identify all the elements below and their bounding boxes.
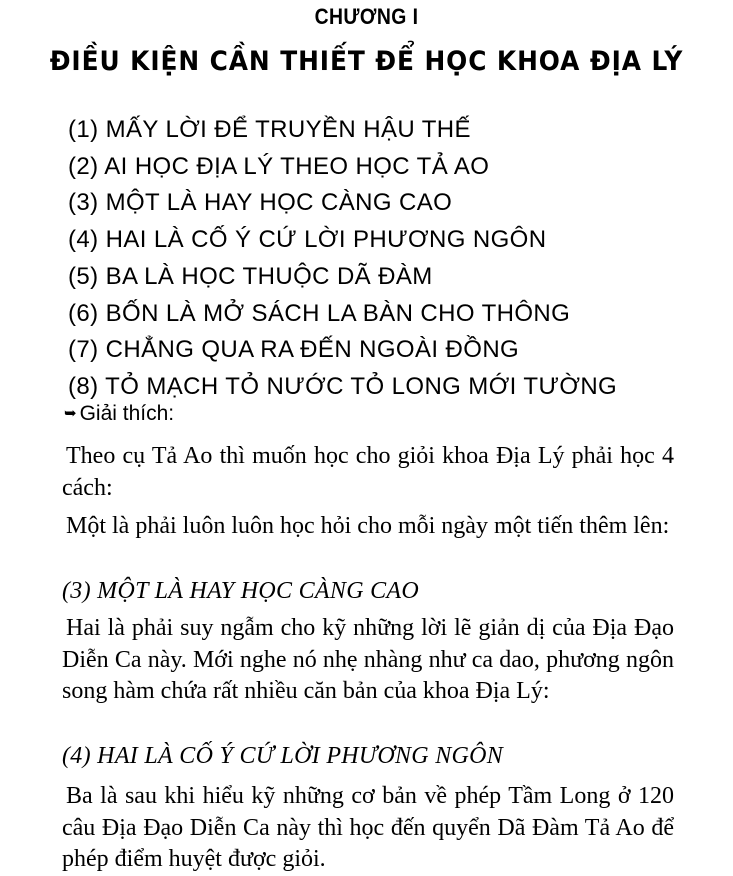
chapter-heading: CHƯƠNG I: [314, 4, 419, 29]
paragraph-4: Ba là sau khi hiểu kỹ những cơ bản về phép Tầm Long ở 120 câu Địa Đạo Diễn Ca này thì học đến quyển Dã Đàm Tả Ao để phép điểm huyệt được giỏi.: [62, 783, 674, 872]
verse-line: (4) HAI LÀ CỐ Ý CỨ LỜI PHƯƠNG NGÔN: [68, 226, 547, 254]
explanation-label-text: Giải thích:: [79, 402, 175, 425]
verse-line: (7) CHẲNG QUA RA ĐẾN NGOÀI ĐỒNG: [68, 336, 520, 364]
verse-line: (3) MỘT LÀ HAY HỌC CÀNG CAO: [68, 189, 453, 217]
verse-line: (6) BỐN LÀ MỞ SÁCH LA BÀN CHO THÔNG: [68, 299, 571, 327]
quote-verse-4: (4) HAI LÀ CỐ Ý CỨ LỜI PHƯƠNG NGÔN: [62, 743, 504, 769]
explanation-label: [64, 402, 174, 426]
verse-line: (2) AI HỌC ĐỊA LÝ THEO HỌC TẢ AO: [68, 152, 490, 180]
arrow-icon: ➥: [64, 405, 77, 422]
paragraph-1: Theo cụ Tả Ao thì muốn học cho giỏi khoa Địa Lý phải học 4 cách:: [62, 443, 674, 501]
paragraph-2: Một là phải luôn luôn học hỏi cho mỗi ngày một tiến thêm lên:: [66, 513, 670, 539]
verse-line: (8) TỎ MẠCH TỎ NƯỚC TỎ LONG MỚI TƯỜNG: [68, 372, 618, 400]
paragraph-3: Hai là phải suy ngẫm cho kỹ những lời lẽ giản dị của Địa Đạo Diễn Ca này. Mới nghe nó nhẹ nhàng như ca dao, phương ngôn song hàm chứa rất nhiều căn bản của khoa Địa Lý:: [62, 615, 674, 704]
verse-line: (1) MẤY LỜI ĐỂ TRUYỀN HẬU THẾ: [68, 116, 471, 143]
chapter-title: ĐIỀU KIỆN CẦN THIẾT ĐỂ HỌC KHOA ĐỊA LÝ: [49, 46, 684, 77]
verse-list: [68, 112, 617, 406]
quote-verse-3: (3) MỘT LÀ HAY HỌC CÀNG CAO: [62, 578, 420, 604]
verse-line: (5) BA LÀ HỌC THUỘC DÃ ĐÀM: [68, 262, 433, 290]
